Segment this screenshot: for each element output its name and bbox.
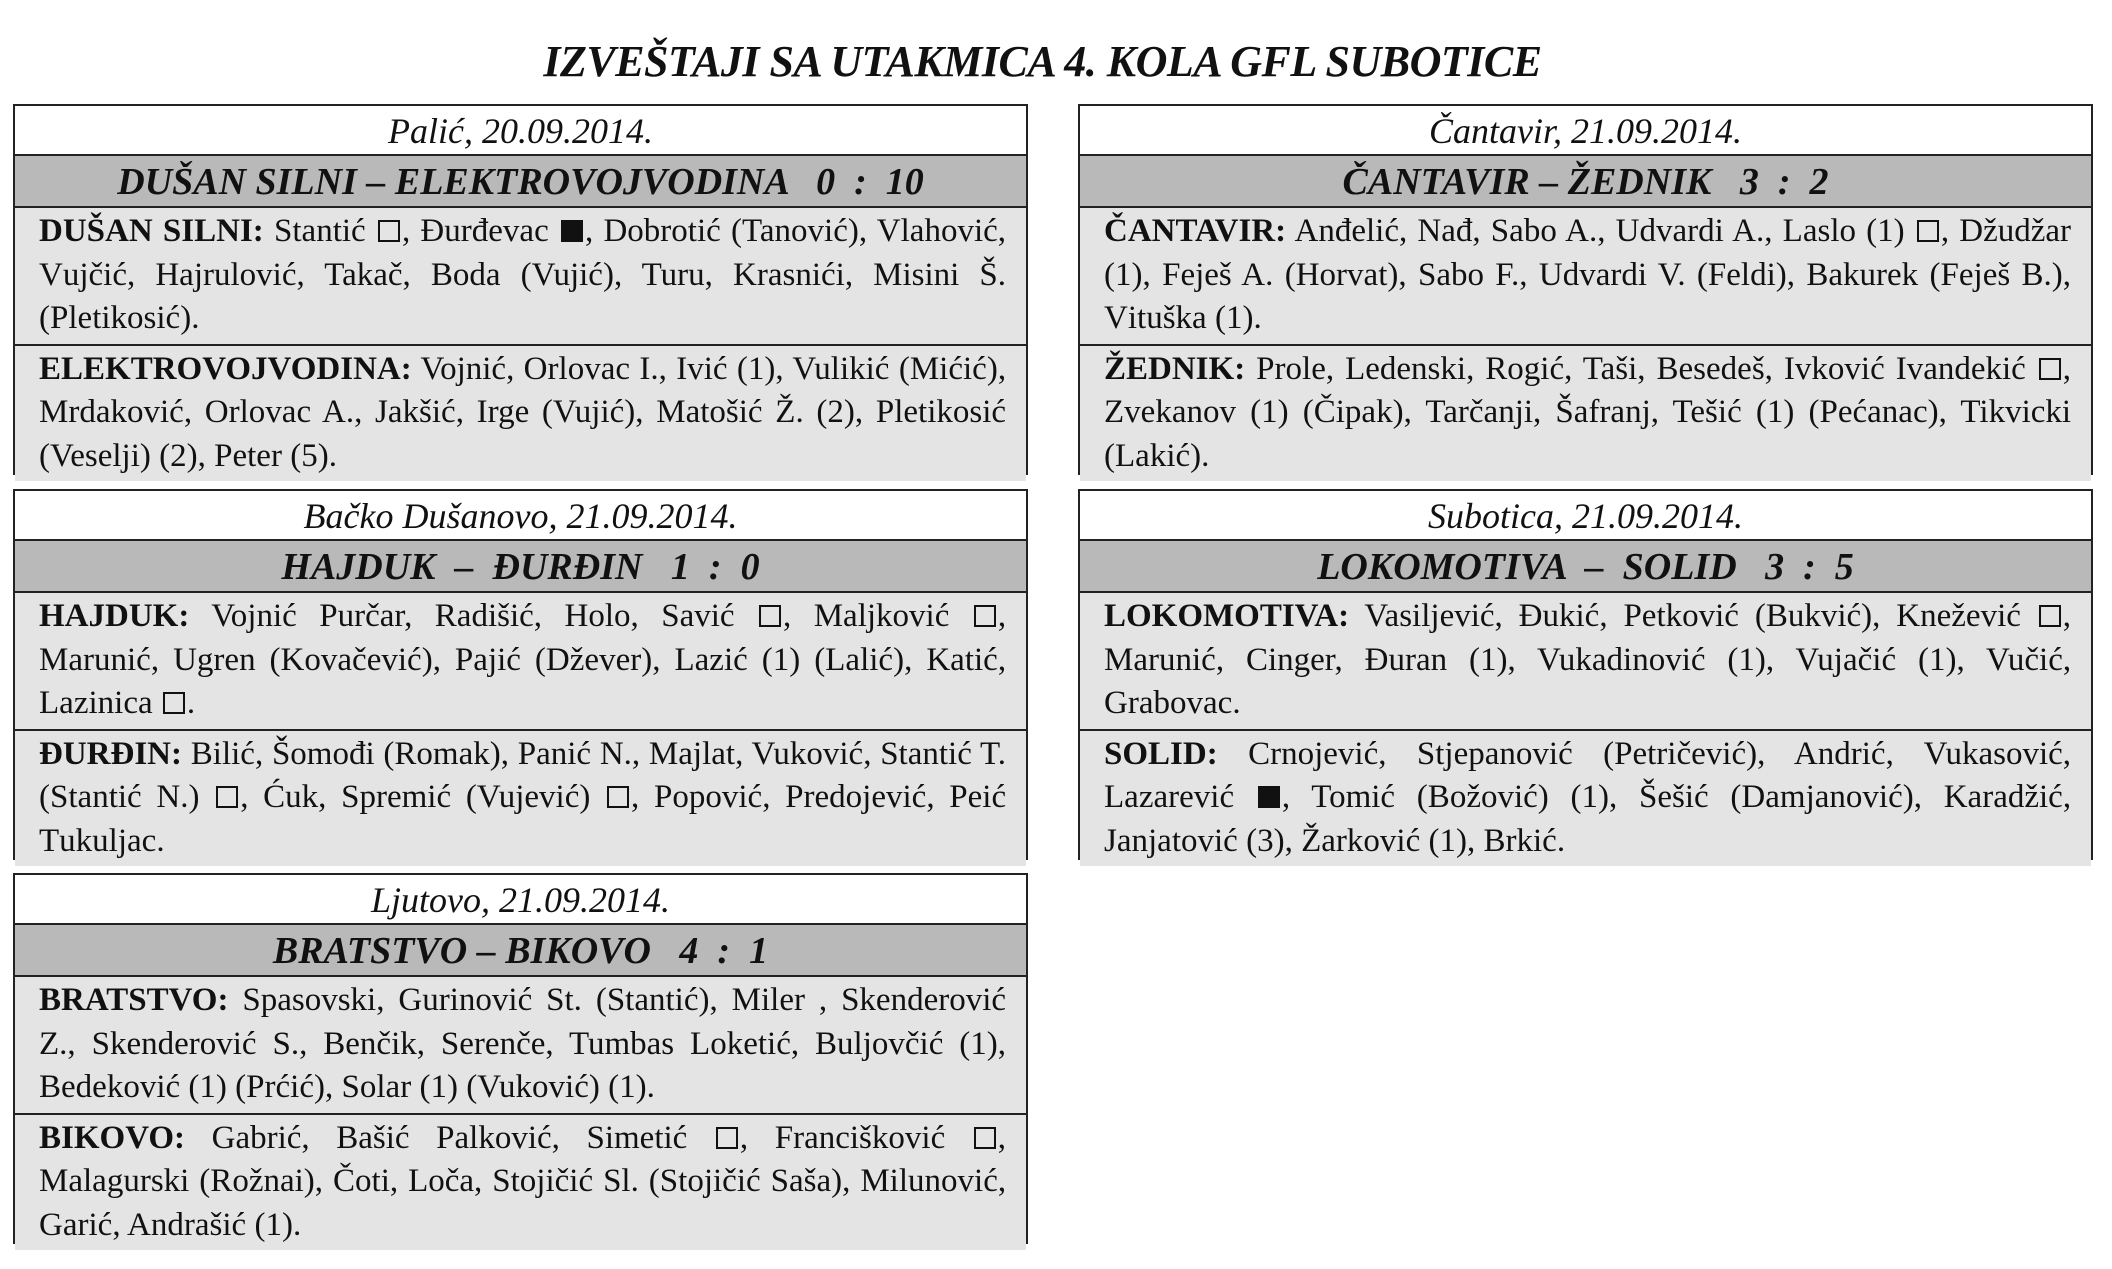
- yellow-card-marker: [2039, 605, 2061, 627]
- home-lineup: [1080, 593, 2091, 729]
- away-team-name: ĐURĐIN:: [39, 735, 182, 772]
- match-box-subotica: [1078, 489, 2093, 860]
- home-team-name: BRATSTVO:: [39, 982, 229, 1018]
- match-box-backo-dusanovo: [13, 489, 1028, 860]
- match-date: Subotica, 21.09.2014.: [1080, 491, 2091, 541]
- match-date: Palić, 20.09.2014.: [15, 106, 1026, 156]
- page-title: IZVEŠTAJI SA UTAKMICA 4. KOLA GFL SUBOTICE: [543, 37, 1542, 86]
- match-date: Čantavir, 21.09.2014.: [1080, 106, 2091, 156]
- red-card-marker: [561, 220, 583, 242]
- yellow-card-marker: [378, 220, 400, 242]
- home-team-name: DUŠAN SILNI:: [39, 213, 264, 249]
- home-lineup: [15, 977, 1026, 1113]
- home-lineup: [15, 208, 1026, 344]
- home-team-name: HAJDUK:: [39, 598, 190, 634]
- away-lineup: [15, 344, 1026, 482]
- match-score: BRATSTVO – BIKOVO 4 : 1: [15, 925, 1026, 977]
- away-team-name: ELEKTROVOJVODINA:: [39, 350, 412, 387]
- yellow-card-marker: [974, 605, 996, 627]
- away-lineup: [15, 1113, 1026, 1251]
- home-players: Spasovski, Gurinović St. (Stantić), Miler , Skenderović Z., Skenderović S., Benčik, Serenče, Tumbas Loketić, Buljovčić (1), Bedeković (1) (Prćić), Solar (1) (Vuković) (1).: [39, 982, 1007, 1105]
- yellow-card-marker: [216, 786, 238, 808]
- match-box-ljutovo: [13, 873, 1028, 1244]
- home-players: Vojnić Purčar, Radišić, Holo, Savić , Maljković , Marunić, Ugren (Kovačević), Pajić (Džever), Lazić (1) (Lalić), Katić, Lazinica .: [39, 598, 1007, 721]
- away-players: Crnojević, Stjepanović (Petričević), Andrić, Vukasović, Lazarević , Tomić (Božović) (1), Šešić (Damjanović), Karadžić, Janjatović (3), Žarković (1), Brkić.: [1104, 735, 2072, 859]
- away-players: Gabrić, Bašić Palković, Simetić , Francišković , Malagurski (Rožnai), Čoti, Loča, Stojičić Sl. (Stojičić Saša), Milunović, Garić, Andrašić (1).: [39, 1119, 1007, 1243]
- away-players: Prole, Ledenski, Rogić, Taši, Besedeš, Ivković Ivandekić , Zvekanov (1) (Čipak), Tarčanji, Šafranj, Tešić (1) (Pećanac), Tikvicki (Lakić).: [1104, 350, 2072, 474]
- yellow-card-marker: [2039, 358, 2061, 380]
- home-team-name: LOKOMOTIVA:: [1104, 598, 1350, 634]
- match-score: LOKOMOTIVA – SOLID 3 : 5: [1080, 541, 2091, 593]
- match-date: Ljutovo, 21.09.2014.: [15, 875, 1026, 925]
- home-team-name: ČANTAVIR:: [1104, 213, 1287, 249]
- away-lineup: [1080, 729, 2091, 867]
- away-team-name: ŽEDNIK:: [1104, 350, 1246, 387]
- match-score: HAJDUK – ĐURĐIN 1 : 0: [15, 541, 1026, 593]
- home-lineup: [15, 593, 1026, 729]
- match-score: DUŠAN SILNI – ELEKTROVOJVODINA 0 : 10: [15, 156, 1026, 208]
- home-lineup: [1080, 208, 2091, 344]
- home-players: Vasiljević, Đukić, Petković (Bukvić), Knežević , Marunić, Cinger, Đuran (1), Vukadinović (1), Vujačić (1), Vučić, Grabovac.: [1104, 598, 2072, 721]
- yellow-card-marker: [607, 786, 629, 808]
- match-date: Bačko Dušanovo, 21.09.2014.: [15, 491, 1026, 541]
- away-lineup: [1080, 344, 2091, 482]
- yellow-card-marker: [974, 1127, 996, 1149]
- yellow-card-marker: [1917, 220, 1939, 242]
- match-score: ČANTAVIR – ŽEDNIK 3 : 2: [1080, 156, 2091, 208]
- home-players: Stantić , Đurđevac , Dobrotić (Tanović), Vlahović, Vujčić, Hajrulović, Takač, Boda (Vujić), Turu, Krasnići, Misini Š. (Pletikosić).: [39, 213, 1007, 336]
- match-box-palic: [13, 104, 1028, 475]
- home-players: Anđelić, Nađ, Sabo A., Udvardi A., Laslo (1) , Džudžar (1), Feješ A. (Horvat), Sabo F., Udvardi V. (Feldi), Bakurek (Feješ B.), Vituška (1).: [1104, 213, 2072, 336]
- match-box-cantavir: [1078, 104, 2093, 475]
- away-players: Bilić, Šomođi (Romak), Panić N., Majlat, Vuković, Stantić T. (Stantić N.) , Ćuk, Spremić (Vujević) , Popović, Predojević, Peić Tukuljac.: [39, 735, 1007, 859]
- red-card-marker: [1258, 786, 1280, 808]
- yellow-card-marker: [716, 1127, 738, 1149]
- yellow-card-marker: [163, 692, 185, 714]
- away-team-name: BIKOVO:: [39, 1119, 186, 1156]
- away-team-name: SOLID:: [1104, 735, 1218, 772]
- away-lineup: [15, 729, 1026, 867]
- away-players: Vojnić, Orlovac I., Ivić (1), Vulikić (Mićić), Mrdaković, Orlovac A., Jakšić, Irge (Vujić), Matošić Ž. (2), Pletikosić (Veselji) (2), Peter (5).: [39, 350, 1007, 474]
- yellow-card-marker: [759, 605, 781, 627]
